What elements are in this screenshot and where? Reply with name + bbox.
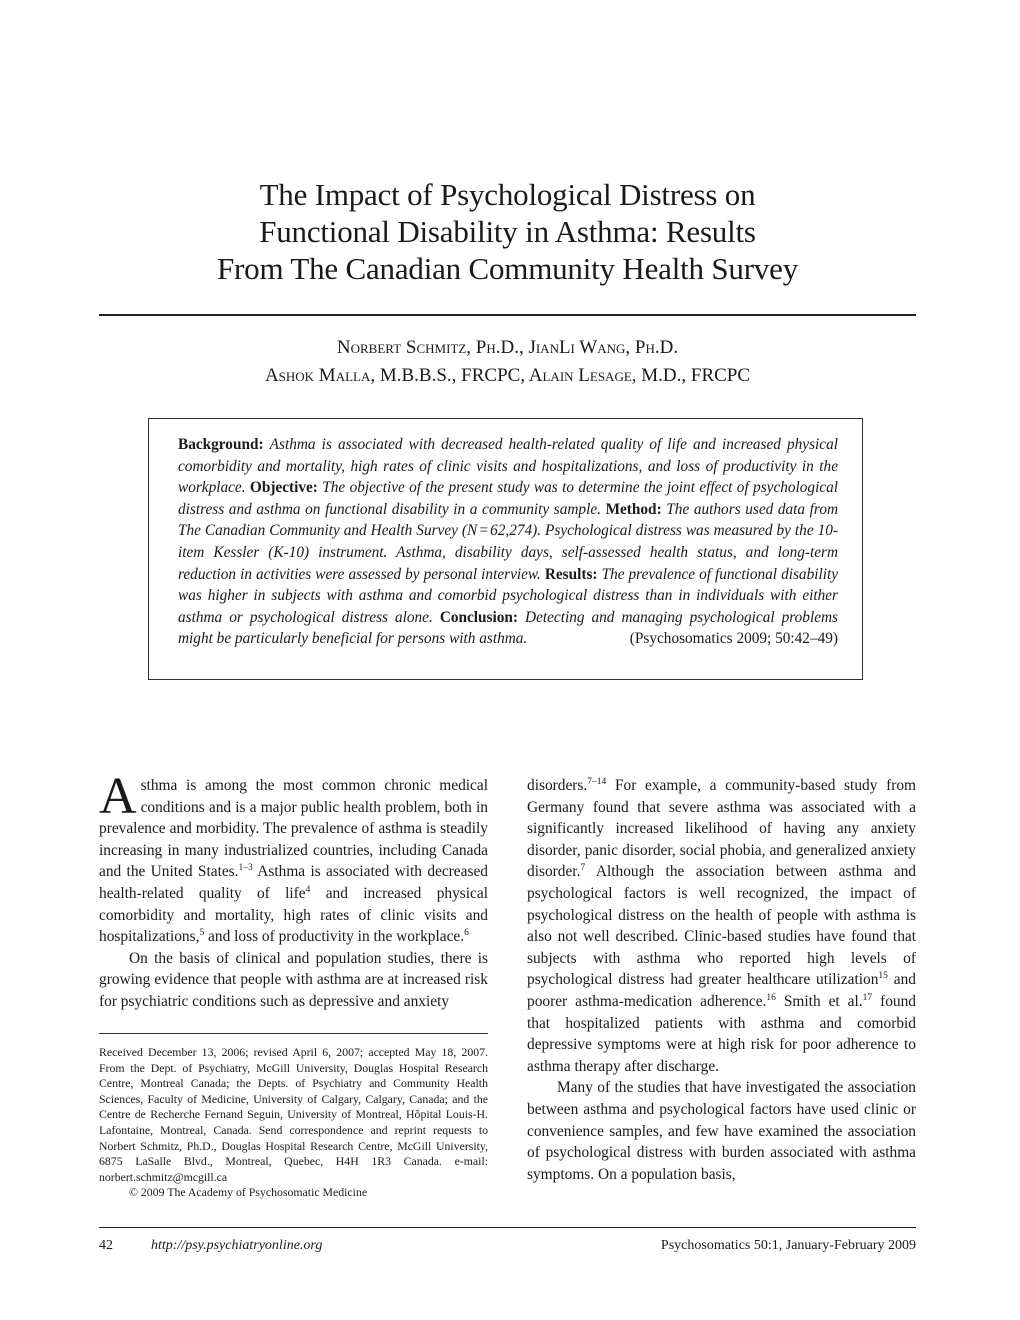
body-paragraph-1 <box>99 768 488 948</box>
reference-marker: 1–3 <box>238 863 253 874</box>
body-column-right <box>527 775 916 1185</box>
reference-marker: 15 <box>878 971 888 982</box>
footer-divider <box>99 1227 916 1228</box>
footnote-divider <box>99 1033 488 1034</box>
copyright: © 2009 The Academy of Psychosomatic Medicine <box>129 1185 368 1200</box>
abstract-conclusion-label: Conclusion: <box>439 608 519 626</box>
body-text: On the basis of clinical and population studies, there is growing evidence that people with asthma are at increased risk for psychiatric conditions such as depressive and anxiety <box>99 949 488 1010</box>
reference-marker: 17 <box>862 992 873 1003</box>
abstract-objective-text: The objective of the present study was to determine the joint effect of psychological distress and asthma on functional disability in a community sample. <box>178 479 839 518</box>
body-text: found that hospitalized patients with asthma and comorbid depressive symptoms were at high risk for poor adherence to asthma therapy after discharge. <box>527 992 916 1075</box>
body-text: Smith et al. <box>775 992 863 1010</box>
reference-marker: 5 <box>199 928 205 939</box>
body-paragraph-2 <box>99 948 488 1013</box>
abstract-method-label: Method: <box>605 500 662 518</box>
abstract-background-text: Asthma is associated with decreased health-related quality of life and increased physical comorbidity and mortality, high rates of clinic visits and hospitalizations, and loss of productivity in the workplace. <box>178 436 838 497</box>
abstract-method-text: The authors used data from The Canadian Community and Health Survey (N = 62,274). Psychological distress was measured by the 10-item Kessler (K-10) instrument. Asthma, disability days, self-assessed health status, and long-term reduction in activities were assessed by personal interview. <box>178 500 839 583</box>
author-list <box>100 334 915 390</box>
body-text: and loss of productivity in the workplace. <box>204 928 465 946</box>
body-text: sthma is among the most common chronic medical conditions and is a major public health problem, both in prevalence and morbidity. The prevalence of asthma is steadily increasing in many industrialized countries, including Canada and the United States. <box>99 777 488 881</box>
title-line: From The Canadian Community Health Survey <box>216 251 798 286</box>
abstract-citation: (Psychosomatics 2009; 50:42–49) <box>629 630 838 648</box>
article-title <box>100 176 915 287</box>
body-paragraph-2-continued <box>527 775 916 1077</box>
body-text: and increased physical comorbidity and mortality, high rates of clinic visits and hospitalizations, <box>99 884 488 946</box>
drop-cap: A <box>99 768 137 825</box>
abstract-objective-label: Objective: <box>249 479 318 497</box>
body-text: disorders. <box>527 777 588 794</box>
body-text: For example, a community-based study from Germany found that severe asthma was associated with a significantly increased likelihood of having any anxiety disorder, panic disorder, social phobia, and generalized anxiety disorder. <box>527 777 916 881</box>
reference-marker: 7–14 <box>587 777 607 787</box>
journal-info: Psychosomatics 50:1, January-February 2009 <box>660 1238 916 1253</box>
reference-marker: 7 <box>580 863 586 874</box>
abstract-conclusion-text: Detecting and managing psychological problems might be particularly beneficial for persons with asthma. <box>178 608 838 648</box>
abstract <box>178 434 838 650</box>
reference-marker: 6 <box>464 928 469 939</box>
abstract-results-label: Results: <box>544 565 598 583</box>
footnote-text: Received December 13, 2006; revised April 6, 2007; accepted May 18, 2007. From the Dept. of Psychiatry, McGill University, Douglas Hospital Research Centre, Montreal Canada; the Depts. of Psychiatry and Community Health Sciences, Faculty of Medicine, University of Calgary, Calgary, Canada; and the Centre de Recherche Fernand Seguin, University of Montreal, Hôpital Louis-H. Lafontaine, Montreal, Canada. Send correspondence and reprint requests to Norbert Schmitz, Ph.D., Douglas Hospital Research Centre, McGill University, 6875 LaSalle Blvd., Montreal, Quebec, H4H 1R3 Canada. e-mail: norbert.schmitz@mcgill.ca <box>99 1045 488 1184</box>
body-text: Although the association between asthma and psychological factors is well recognized, the impact of psychological distress on the health of people with asthma is also not well described. Clinic-based studies have found that subjects with asthma who reported high levels of psychological distress had greater healthcare utilization <box>527 863 916 989</box>
title-line: Functional Disability in Asthma: Results <box>259 214 756 249</box>
abstract-background-label: Background: <box>178 436 264 453</box>
abstract-results-text: The prevalence of functional disability was higher in subjects with asthma and comorbid psychological distress than in individuals with either asthma or psychological distress alone. <box>178 565 839 626</box>
reference-marker: 16 <box>766 992 776 1003</box>
footnote <box>99 1045 488 1201</box>
body-paragraph-3: Many of the studies that have investigated the association between asthma and psychological factors have used clinic or convenience samples, and few have examined the association of psychological distress with burden associated with asthma symptoms. On a population basis, <box>527 1079 916 1183</box>
title-divider <box>99 314 916 316</box>
author-line: Ashok Malla, M.B.B.S., FRCPC, Alain Lesage, M.D., FRCPC <box>264 365 751 386</box>
reference-marker: 4 <box>305 884 311 895</box>
body-text: and poorer asthma-medication adherence. <box>527 971 916 1010</box>
journal-url-link[interactable]: http://psy.psychiatryonline.org <box>151 1238 323 1253</box>
body-column-left <box>99 768 488 1013</box>
author-line: Norbert Schmitz, Ph.D., JianLi Wang, Ph.D. <box>336 337 679 358</box>
page-number: 42 <box>99 1238 113 1253</box>
title-line: The Impact of Psychological Distress on <box>259 177 756 212</box>
body-text: Asthma is associated with decreased health-related quality of life <box>99 863 488 902</box>
